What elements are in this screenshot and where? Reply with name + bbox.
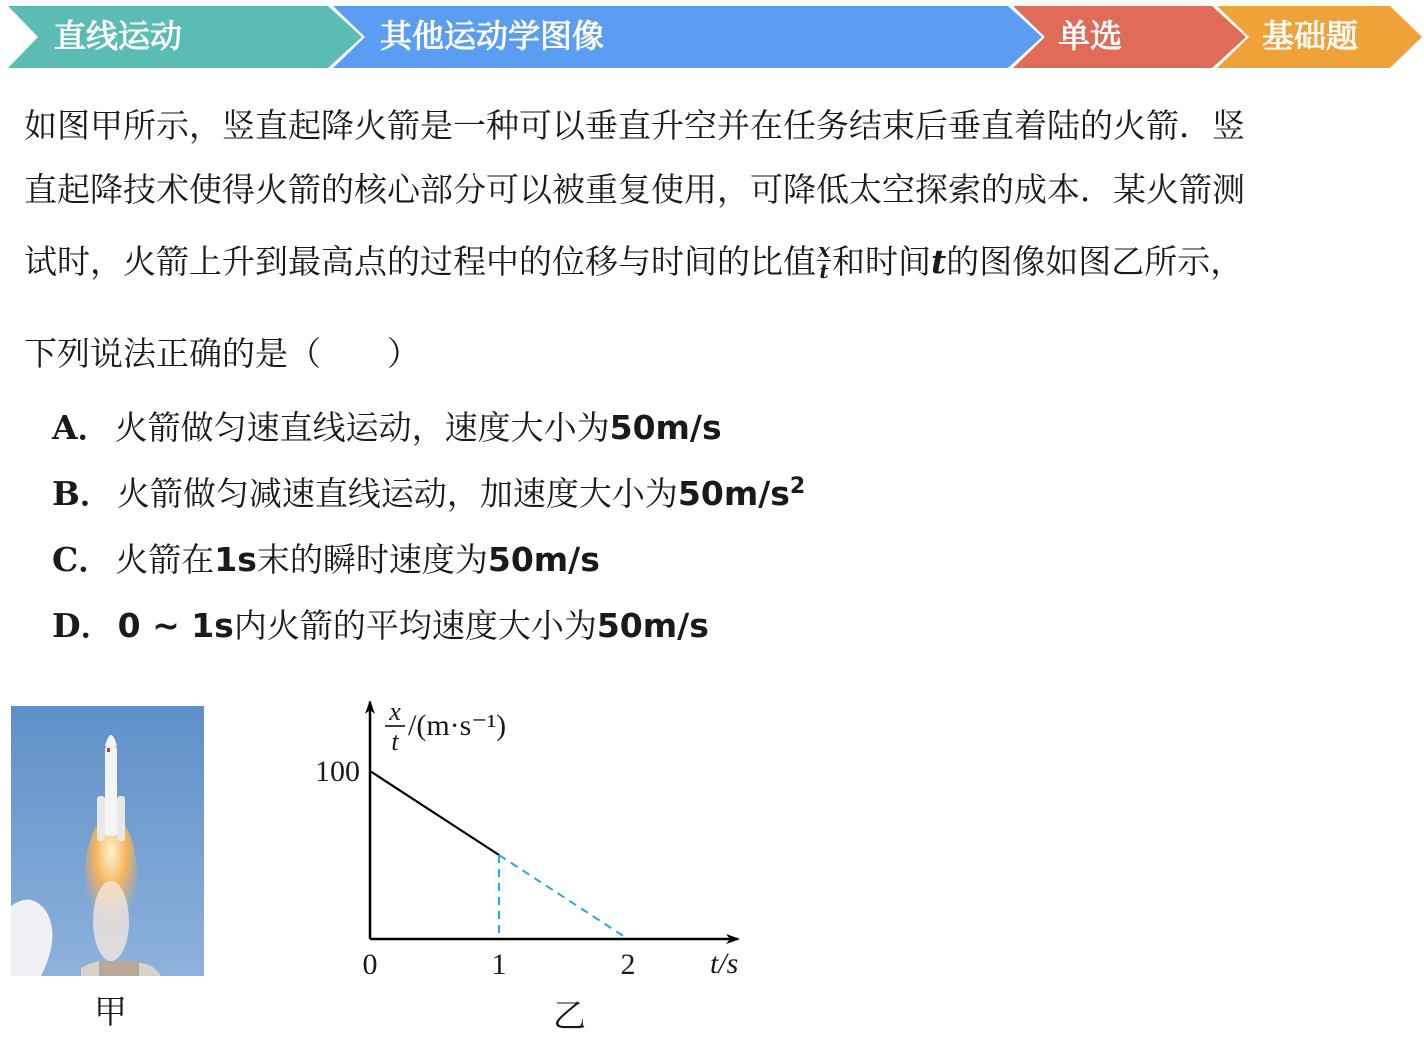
option-c[interactable]	[52, 534, 600, 581]
figure-caption-jia: 甲	[94, 992, 127, 1031]
option-d-text: 内火箭的平均速度大小为	[233, 606, 597, 645]
stem-line-4: 下列说法正确的是（ ）	[24, 334, 420, 373]
y-label-numerator: x	[389, 697, 401, 726]
fraction-denominator: t	[819, 258, 829, 283]
option-d-key: D．	[52, 606, 114, 645]
series-line-2-dashed	[499, 855, 628, 939]
x-tick-label-2: 2	[620, 948, 636, 981]
y-label-denominator: t	[391, 727, 399, 756]
y-tick-label-100: 100	[315, 755, 360, 788]
y-axis-label	[385, 697, 506, 756]
option-c-text: 火箭在	[115, 540, 215, 579]
option-a-value: 50m/s	[609, 408, 722, 447]
stem-line-3-b: 和时间	[831, 242, 931, 281]
option-d-interval: 0 ~ 1s	[117, 606, 234, 645]
option-b[interactable]	[52, 468, 805, 515]
option-d[interactable]	[52, 600, 709, 647]
option-b-exponent: 2	[789, 474, 806, 499]
option-b-key: B．	[52, 474, 113, 513]
stem-line-2: 直起降技术使得火箭的核心部分可以被重复使用，可降低太空探索的成本．某火箭测	[24, 170, 1245, 209]
breadcrumb	[0, 0, 1424, 70]
option-a[interactable]	[52, 402, 722, 449]
stem-line-3-c: 的图像如图乙所示，	[946, 242, 1244, 281]
breadcrumb-subtopic[interactable]: 其他运动学图像	[380, 17, 605, 55]
breadcrumb-chevrons	[0, 0, 1424, 70]
stem-line-3-a: 试时，火箭上升到最高点的过程中的位移与时间的比值	[24, 242, 816, 281]
x-tick-label-0: 0	[362, 948, 378, 981]
option-a-key: A．	[52, 408, 111, 447]
option-d-value: 50m/s	[596, 606, 709, 645]
option-c-text-2: 末的瞬时速度为	[256, 540, 488, 579]
breadcrumb-difficulty[interactable]: 基础题	[1262, 17, 1359, 55]
option-c-key: C．	[52, 540, 112, 579]
xt-vs-t-graph	[290, 690, 760, 990]
figure-caption-yi: 乙	[553, 996, 586, 1035]
ratio-fraction	[817, 237, 831, 283]
x-tick-label-1: 1	[491, 948, 507, 981]
option-b-text: 火箭做匀减速直线运动，加速度大小为	[116, 474, 678, 513]
breadcrumb-topic[interactable]: 直线运动	[54, 17, 183, 55]
stem-line-3	[24, 236, 1243, 285]
option-c-time: 1s	[214, 540, 257, 579]
rocket-launch-photo	[11, 706, 204, 976]
series-line-1-solid	[370, 771, 499, 855]
crumb-shape-3	[1013, 6, 1246, 68]
option-a-text: 火箭做匀速直线运动，速度大小为	[114, 408, 610, 447]
y-label-unit: /(m·s⁻¹)	[408, 709, 507, 742]
stem-line-1: 如图甲所示，竖直起降火箭是一种可以垂直升空并在任务结束后垂直着陆的火箭．竖	[24, 106, 1245, 145]
breadcrumb-question-type[interactable]: 单选	[1058, 17, 1123, 55]
fraction-numerator: x	[818, 237, 830, 262]
option-c-value: 50m/s	[487, 540, 600, 579]
variable-t: t	[930, 242, 947, 281]
x-axis-label: t/s	[710, 947, 739, 980]
option-b-value: 50m/s	[677, 474, 790, 513]
